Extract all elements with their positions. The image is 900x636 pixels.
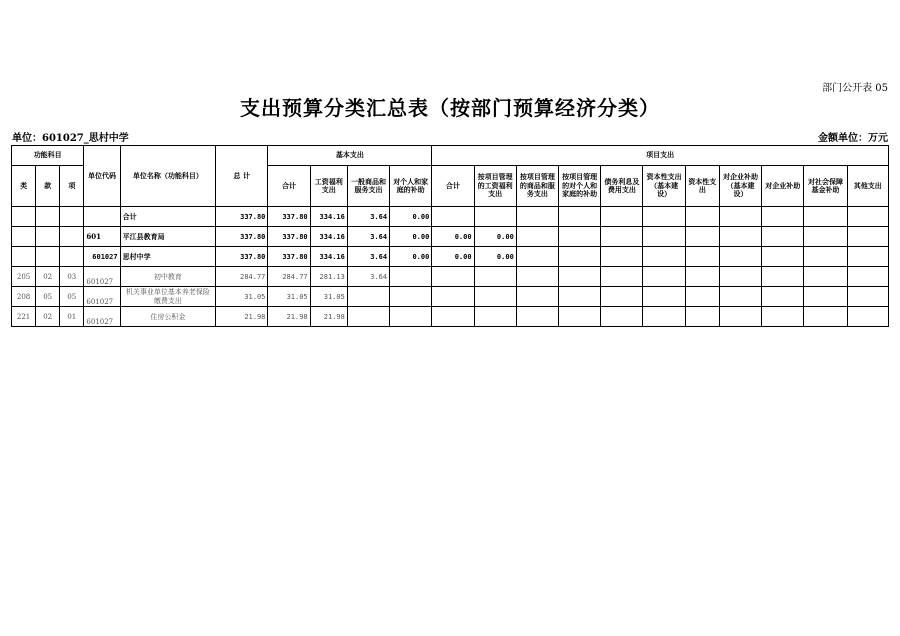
cell-basic-personal: 0.00 bbox=[390, 227, 432, 247]
cell-kuan: 02 bbox=[36, 307, 60, 327]
cell-kuan bbox=[36, 207, 60, 227]
cell-basic-goods: 3.64 bbox=[347, 207, 389, 227]
cell-basic-personal bbox=[390, 307, 432, 327]
header-project-col: 其他支出 bbox=[847, 166, 888, 207]
cell-project-wage bbox=[474, 207, 516, 227]
table-row bbox=[12, 247, 889, 267]
cell-lei: 205 bbox=[12, 267, 36, 287]
cell-project-wage bbox=[474, 287, 516, 307]
cell-project-total bbox=[432, 307, 474, 327]
cell-total: 337.80 bbox=[216, 247, 268, 267]
cell-basic-goods: 3.64 bbox=[347, 267, 389, 287]
cell-basic-total: 31.05 bbox=[268, 287, 310, 307]
cell-project-total bbox=[432, 287, 474, 307]
cell-total: 337.80 bbox=[216, 227, 268, 247]
header-project-col: 对企业补助（基本建设） bbox=[719, 166, 761, 207]
cell-project-wage: 0.00 bbox=[474, 227, 516, 247]
cell-basic-total: 337.80 bbox=[268, 227, 310, 247]
header-xiang: 项 bbox=[60, 166, 84, 207]
cell-xiang bbox=[60, 207, 84, 227]
cell-code bbox=[84, 207, 120, 227]
cell-code: 601027 bbox=[84, 247, 120, 267]
table-row bbox=[12, 207, 889, 227]
header-basic-col: 一般商品和服务支出 bbox=[347, 166, 389, 207]
cell-basic-goods: 3.64 bbox=[347, 227, 389, 247]
cell-basic-personal bbox=[390, 287, 432, 307]
cell-name: 思村中学 bbox=[120, 247, 216, 267]
header-project-col: 资本性支出（基本建设） bbox=[643, 166, 685, 207]
cell-project-wage bbox=[474, 307, 516, 327]
header-project-col: 对社会保障基金补助 bbox=[804, 166, 847, 207]
cell-basic-personal bbox=[390, 267, 432, 287]
cell-xiang: 01 bbox=[60, 307, 84, 327]
cell-total: 21.98 bbox=[216, 307, 268, 327]
cell-basic-total: 337.80 bbox=[268, 207, 310, 227]
cell-name: 合计 bbox=[120, 207, 216, 227]
cell-project-total bbox=[432, 267, 474, 287]
cell-xiang: 03 bbox=[60, 267, 84, 287]
cell-basic-wage: 281.13 bbox=[310, 267, 347, 287]
budget-table bbox=[11, 145, 889, 327]
cell-kuan bbox=[36, 227, 60, 247]
header-project-col: 债务利息及费用支出 bbox=[601, 166, 643, 207]
cell-project-total: 0.00 bbox=[432, 227, 474, 247]
form-number: 部门公开表 05 bbox=[822, 83, 888, 94]
cell-project-total bbox=[432, 207, 474, 227]
cell-basic-wage: 334.16 bbox=[310, 247, 347, 267]
cell-name: 初中教育 bbox=[120, 267, 216, 287]
cell-kuan bbox=[36, 247, 60, 267]
cell-project-wage bbox=[474, 267, 516, 287]
table-row bbox=[12, 307, 889, 327]
cell-basic-wage: 334.16 bbox=[310, 227, 347, 247]
header-project-col: 资本性支出 bbox=[685, 166, 719, 207]
header-project-col: 按项目管理的对个人和家庭的补助 bbox=[559, 166, 601, 207]
table-row bbox=[12, 267, 889, 287]
unit-label: 单位：601027_思村中学 bbox=[12, 133, 129, 144]
header-project: 项目支出 bbox=[432, 146, 889, 166]
cell-code: 601 bbox=[84, 227, 120, 247]
cell-code: 601027 bbox=[84, 267, 120, 287]
cell-total: 337.80 bbox=[216, 207, 268, 227]
header-lei: 类 bbox=[12, 166, 36, 207]
cell-lei: 221 bbox=[12, 307, 36, 327]
cell-basic-personal: 0.00 bbox=[390, 247, 432, 267]
header-func-subject: 功能科目 bbox=[12, 146, 84, 166]
header-project-col: 对企业补助 bbox=[762, 166, 804, 207]
header-project-col: 按项目管理的工资福利支出 bbox=[474, 166, 516, 207]
cell-lei: 208 bbox=[12, 287, 36, 307]
cell-basic-wage: 31.05 bbox=[310, 287, 347, 307]
cell-project-wage: 0.00 bbox=[474, 247, 516, 267]
table-row bbox=[12, 227, 889, 247]
page-title: 支出预算分类汇总表（按部门预算经济分类） bbox=[240, 96, 660, 120]
header-basic-col: 合计 bbox=[268, 166, 310, 207]
header-basic-col: 工资福利支出 bbox=[310, 166, 347, 207]
cell-lei bbox=[12, 207, 36, 227]
cell-basic-goods bbox=[347, 287, 389, 307]
cell-xiang bbox=[60, 247, 84, 267]
cell-basic-total: 21.98 bbox=[268, 307, 310, 327]
cell-name: 机关事业单位基本养老保险缴费支出 bbox=[120, 287, 216, 307]
header-kuan: 款 bbox=[36, 166, 60, 207]
amount-unit-label: 金额单位：万元 bbox=[818, 133, 888, 144]
cell-basic-wage: 334.16 bbox=[310, 207, 347, 227]
header-unit-name: 单位名称（功能科目） bbox=[120, 146, 216, 207]
cell-basic-total: 337.80 bbox=[268, 247, 310, 267]
cell-kuan: 05 bbox=[36, 287, 60, 307]
header-unit-code: 单位代码 bbox=[84, 146, 120, 207]
table-row bbox=[12, 287, 889, 307]
header-project-col: 合计 bbox=[432, 166, 474, 207]
cell-lei bbox=[12, 247, 36, 267]
cell-project-total: 0.00 bbox=[432, 247, 474, 267]
cell-xiang bbox=[60, 227, 84, 247]
header-project-col: 按项目管理的商品和服务支出 bbox=[516, 166, 558, 207]
cell-basic-goods bbox=[347, 307, 389, 327]
header-basic: 基本支出 bbox=[268, 146, 432, 166]
cell-basic-goods: 3.64 bbox=[347, 247, 389, 267]
cell-basic-wage: 21.98 bbox=[310, 307, 347, 327]
cell-name: 平江县教育局 bbox=[120, 227, 216, 247]
cell-code: 601027 bbox=[84, 307, 120, 327]
cell-code: 601027 bbox=[84, 287, 120, 307]
cell-basic-total: 284.77 bbox=[268, 267, 310, 287]
header-basic-col: 对个人和家庭的补助 bbox=[390, 166, 432, 207]
cell-total: 284.77 bbox=[216, 267, 268, 287]
cell-xiang: 05 bbox=[60, 287, 84, 307]
header-total: 总 计 bbox=[216, 146, 268, 207]
cell-lei bbox=[12, 227, 36, 247]
cell-total: 31.05 bbox=[216, 287, 268, 307]
cell-basic-personal: 0.00 bbox=[390, 207, 432, 227]
cell-name: 住房公积金 bbox=[120, 307, 216, 327]
cell-kuan: 02 bbox=[36, 267, 60, 287]
